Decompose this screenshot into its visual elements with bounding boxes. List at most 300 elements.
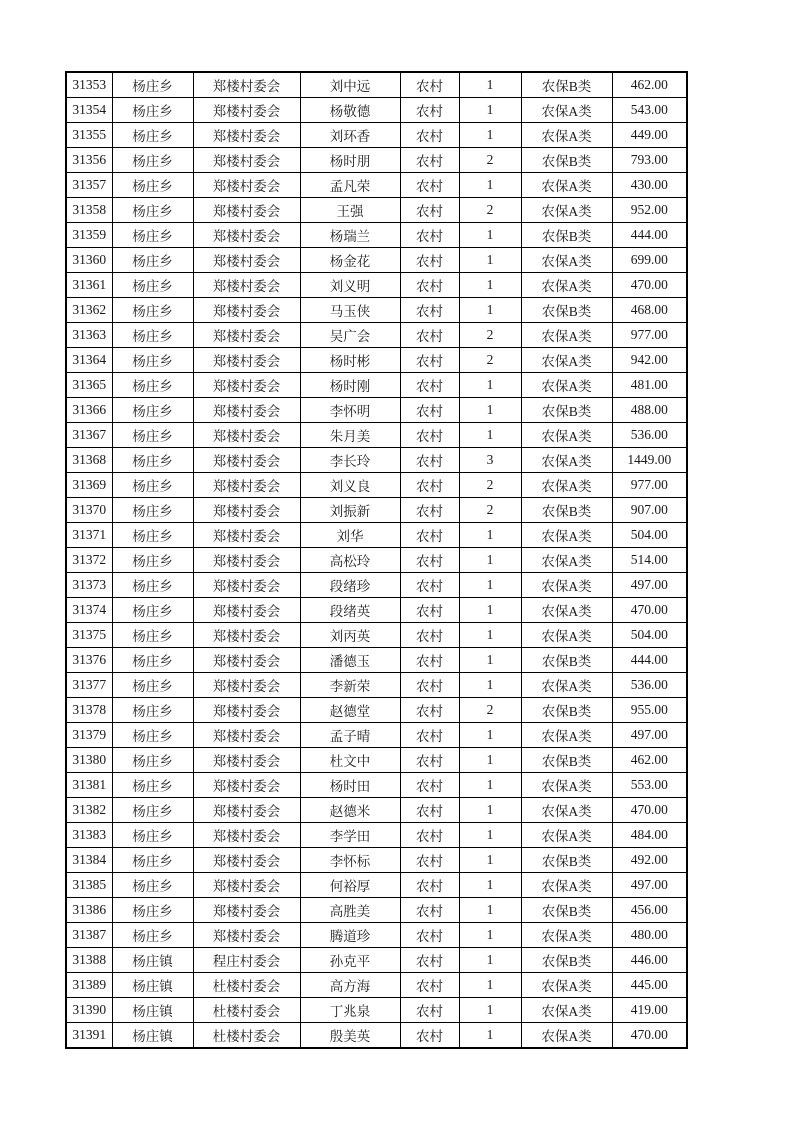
cell-person-count: 1 — [459, 72, 521, 98]
cell-town: 杨庄乡 — [112, 623, 193, 648]
cell-record-id: 31383 — [66, 823, 112, 848]
cell-residence-type: 农村 — [400, 173, 459, 198]
cell-town: 杨庄乡 — [112, 248, 193, 273]
cell-insurance-category: 农保B类 — [521, 398, 612, 423]
cell-village-committee: 郑楼村委会 — [193, 348, 300, 373]
cell-town: 杨庄乡 — [112, 598, 193, 623]
table-row — [66, 648, 687, 673]
cell-insurance-category: 农保A类 — [521, 123, 612, 148]
cell-person-name: 段绪珍 — [300, 573, 400, 598]
cell-residence-type: 农村 — [400, 448, 459, 473]
cell-insurance-category: 农保A类 — [521, 973, 612, 998]
table-row — [66, 823, 687, 848]
table-row — [66, 723, 687, 748]
cell-person-name: 高方海 — [300, 973, 400, 998]
cell-record-id: 31369 — [66, 473, 112, 498]
cell-person-name: 刘华 — [300, 523, 400, 548]
cell-person-count: 1 — [459, 1023, 521, 1049]
cell-amount: 430.00 — [612, 173, 687, 198]
cell-record-id: 31355 — [66, 123, 112, 148]
cell-residence-type: 农村 — [400, 498, 459, 523]
cell-residence-type: 农村 — [400, 923, 459, 948]
cell-insurance-category: 农保A类 — [521, 773, 612, 798]
cell-record-id: 31382 — [66, 798, 112, 823]
cell-amount: 419.00 — [612, 998, 687, 1023]
cell-village-committee: 郑楼村委会 — [193, 448, 300, 473]
cell-amount: 492.00 — [612, 848, 687, 873]
cell-amount: 462.00 — [612, 748, 687, 773]
cell-person-name: 刘中远 — [300, 72, 400, 98]
cell-town: 杨庄乡 — [112, 323, 193, 348]
cell-record-id: 31353 — [66, 72, 112, 98]
records-table-body — [66, 72, 687, 1048]
cell-town: 杨庄乡 — [112, 773, 193, 798]
cell-amount: 977.00 — [612, 473, 687, 498]
cell-town: 杨庄乡 — [112, 548, 193, 573]
table-row — [66, 273, 687, 298]
cell-residence-type: 农村 — [400, 148, 459, 173]
cell-residence-type: 农村 — [400, 623, 459, 648]
table-row — [66, 698, 687, 723]
cell-person-count: 1 — [459, 898, 521, 923]
cell-village-committee: 杜楼村委会 — [193, 973, 300, 998]
cell-person-name: 刘振新 — [300, 498, 400, 523]
cell-insurance-category: 农保B类 — [521, 498, 612, 523]
cell-village-committee: 程庄村委会 — [193, 948, 300, 973]
records-table — [65, 71, 688, 1049]
table-row — [66, 323, 687, 348]
cell-amount: 504.00 — [612, 523, 687, 548]
cell-town: 杨庄乡 — [112, 573, 193, 598]
cell-person-name: 孙克平 — [300, 948, 400, 973]
cell-residence-type: 农村 — [400, 748, 459, 773]
table-row — [66, 973, 687, 998]
table-row — [66, 673, 687, 698]
cell-amount: 536.00 — [612, 423, 687, 448]
cell-insurance-category: 农保A类 — [521, 523, 612, 548]
table-row — [66, 523, 687, 548]
cell-person-count: 1 — [459, 423, 521, 448]
cell-insurance-category: 农保A类 — [521, 723, 612, 748]
cell-village-committee: 郑楼村委会 — [193, 548, 300, 573]
cell-village-committee: 郑楼村委会 — [193, 72, 300, 98]
cell-residence-type: 农村 — [400, 398, 459, 423]
cell-village-committee: 郑楼村委会 — [193, 273, 300, 298]
table-row — [66, 573, 687, 598]
cell-person-name: 刘义良 — [300, 473, 400, 498]
cell-record-id: 31360 — [66, 248, 112, 273]
cell-insurance-category: 农保B类 — [521, 648, 612, 673]
table-row — [66, 948, 687, 973]
cell-record-id: 31390 — [66, 998, 112, 1023]
cell-record-id: 31357 — [66, 173, 112, 198]
cell-person-count: 1 — [459, 723, 521, 748]
cell-person-count: 2 — [459, 323, 521, 348]
table-row — [66, 398, 687, 423]
cell-insurance-category: 农保A类 — [521, 423, 612, 448]
cell-amount: 536.00 — [612, 673, 687, 698]
cell-town: 杨庄乡 — [112, 72, 193, 98]
cell-record-id: 31391 — [66, 1023, 112, 1049]
cell-amount: 449.00 — [612, 123, 687, 148]
cell-village-committee: 郑楼村委会 — [193, 523, 300, 548]
cell-record-id: 31368 — [66, 448, 112, 473]
table-row — [66, 848, 687, 873]
cell-amount: 1449.00 — [612, 448, 687, 473]
cell-record-id: 31362 — [66, 298, 112, 323]
cell-amount: 497.00 — [612, 873, 687, 898]
cell-residence-type: 农村 — [400, 1023, 459, 1049]
cell-town: 杨庄乡 — [112, 748, 193, 773]
cell-village-committee: 郑楼村委会 — [193, 848, 300, 873]
cell-residence-type: 农村 — [400, 548, 459, 573]
cell-town: 杨庄镇 — [112, 948, 193, 973]
cell-amount: 470.00 — [612, 273, 687, 298]
cell-insurance-category: 农保A类 — [521, 273, 612, 298]
cell-person-count: 3 — [459, 448, 521, 473]
cell-person-name: 李新荣 — [300, 673, 400, 698]
cell-residence-type: 农村 — [400, 648, 459, 673]
cell-insurance-category: 农保A类 — [521, 798, 612, 823]
cell-insurance-category: 农保A类 — [521, 823, 612, 848]
cell-village-committee: 郑楼村委会 — [193, 598, 300, 623]
cell-person-count: 1 — [459, 798, 521, 823]
cell-insurance-category: 农保B类 — [521, 898, 612, 923]
cell-amount: 942.00 — [612, 348, 687, 373]
table-row — [66, 373, 687, 398]
cell-record-id: 31373 — [66, 573, 112, 598]
cell-town: 杨庄乡 — [112, 723, 193, 748]
cell-amount: 514.00 — [612, 548, 687, 573]
cell-insurance-category: 农保A类 — [521, 473, 612, 498]
cell-person-name: 吴广会 — [300, 323, 400, 348]
cell-record-id: 31359 — [66, 223, 112, 248]
cell-person-name: 朱月美 — [300, 423, 400, 448]
cell-amount: 488.00 — [612, 398, 687, 423]
cell-person-name: 何裕厚 — [300, 873, 400, 898]
cell-person-name: 杨瑞兰 — [300, 223, 400, 248]
cell-town: 杨庄乡 — [112, 448, 193, 473]
cell-person-count: 1 — [459, 648, 521, 673]
cell-residence-type: 农村 — [400, 723, 459, 748]
cell-amount: 445.00 — [612, 973, 687, 998]
cell-record-id: 31386 — [66, 898, 112, 923]
cell-residence-type: 农村 — [400, 423, 459, 448]
cell-residence-type: 农村 — [400, 773, 459, 798]
cell-town: 杨庄乡 — [112, 873, 193, 898]
cell-town: 杨庄乡 — [112, 848, 193, 873]
table-row — [66, 623, 687, 648]
cell-village-committee: 郑楼村委会 — [193, 723, 300, 748]
cell-record-id: 31358 — [66, 198, 112, 223]
cell-person-count: 2 — [459, 473, 521, 498]
cell-town: 杨庄乡 — [112, 923, 193, 948]
cell-person-count: 1 — [459, 398, 521, 423]
cell-record-id: 31389 — [66, 973, 112, 998]
cell-person-count: 2 — [459, 348, 521, 373]
cell-residence-type: 农村 — [400, 72, 459, 98]
cell-village-committee: 郑楼村委会 — [193, 698, 300, 723]
cell-residence-type: 农村 — [400, 673, 459, 698]
cell-amount: 497.00 — [612, 723, 687, 748]
cell-residence-type: 农村 — [400, 573, 459, 598]
cell-village-committee: 杜楼村委会 — [193, 1023, 300, 1049]
cell-person-count: 1 — [459, 748, 521, 773]
cell-person-count: 1 — [459, 873, 521, 898]
cell-amount: 480.00 — [612, 923, 687, 948]
cell-person-count: 1 — [459, 523, 521, 548]
cell-person-count: 1 — [459, 823, 521, 848]
cell-residence-type: 农村 — [400, 523, 459, 548]
cell-residence-type: 农村 — [400, 98, 459, 123]
table-row — [66, 548, 687, 573]
table-row — [66, 448, 687, 473]
cell-insurance-category: 农保A类 — [521, 923, 612, 948]
cell-village-committee: 郑楼村委会 — [193, 398, 300, 423]
cell-town: 杨庄镇 — [112, 973, 193, 998]
cell-insurance-category: 农保A类 — [521, 198, 612, 223]
cell-residence-type: 农村 — [400, 848, 459, 873]
cell-person-count: 1 — [459, 948, 521, 973]
cell-town: 杨庄乡 — [112, 123, 193, 148]
table-row — [66, 173, 687, 198]
cell-insurance-category: 农保A类 — [521, 598, 612, 623]
cell-person-name: 腾道珍 — [300, 923, 400, 948]
cell-residence-type: 农村 — [400, 973, 459, 998]
cell-record-id: 31364 — [66, 348, 112, 373]
cell-person-name: 潘德玉 — [300, 648, 400, 673]
cell-insurance-category: 农保A类 — [521, 248, 612, 273]
cell-person-name: 孟凡荣 — [300, 173, 400, 198]
cell-record-id: 31378 — [66, 698, 112, 723]
cell-village-committee: 郑楼村委会 — [193, 673, 300, 698]
cell-residence-type: 农村 — [400, 823, 459, 848]
cell-record-id: 31366 — [66, 398, 112, 423]
cell-town: 杨庄乡 — [112, 423, 193, 448]
cell-residence-type: 农村 — [400, 898, 459, 923]
cell-insurance-category: 农保B类 — [521, 948, 612, 973]
cell-amount: 907.00 — [612, 498, 687, 523]
cell-record-id: 31372 — [66, 548, 112, 573]
cell-amount: 444.00 — [612, 648, 687, 673]
cell-person-name: 刘环香 — [300, 123, 400, 148]
cell-person-count: 1 — [459, 923, 521, 948]
cell-insurance-category: 农保A类 — [521, 323, 612, 348]
cell-town: 杨庄乡 — [112, 473, 193, 498]
cell-village-committee: 郑楼村委会 — [193, 923, 300, 948]
table-row — [66, 998, 687, 1023]
cell-amount: 699.00 — [612, 248, 687, 273]
cell-town: 杨庄乡 — [112, 373, 193, 398]
cell-village-committee: 郑楼村委会 — [193, 823, 300, 848]
cell-person-name: 杨时彬 — [300, 348, 400, 373]
cell-village-committee: 郑楼村委会 — [193, 623, 300, 648]
cell-person-name: 杜文中 — [300, 748, 400, 773]
cell-village-committee: 郑楼村委会 — [193, 573, 300, 598]
table-row — [66, 423, 687, 448]
cell-record-id: 31381 — [66, 773, 112, 798]
cell-village-committee: 郑楼村委会 — [193, 898, 300, 923]
cell-person-count: 2 — [459, 698, 521, 723]
cell-amount: 481.00 — [612, 373, 687, 398]
cell-residence-type: 农村 — [400, 123, 459, 148]
cell-residence-type: 农村 — [400, 348, 459, 373]
cell-person-count: 1 — [459, 248, 521, 273]
cell-town: 杨庄乡 — [112, 398, 193, 423]
cell-person-name: 杨时田 — [300, 773, 400, 798]
cell-insurance-category: 农保B类 — [521, 848, 612, 873]
cell-record-id: 31379 — [66, 723, 112, 748]
cell-village-committee: 郑楼村委会 — [193, 323, 300, 348]
cell-town: 杨庄乡 — [112, 498, 193, 523]
cell-insurance-category: 农保A类 — [521, 998, 612, 1023]
cell-record-id: 31380 — [66, 748, 112, 773]
table-row — [66, 598, 687, 623]
cell-person-count: 2 — [459, 198, 521, 223]
cell-amount: 484.00 — [612, 823, 687, 848]
cell-amount: 446.00 — [612, 948, 687, 973]
cell-person-count: 1 — [459, 373, 521, 398]
table-row — [66, 498, 687, 523]
cell-village-committee: 杜楼村委会 — [193, 998, 300, 1023]
cell-person-name: 丁兆泉 — [300, 998, 400, 1023]
cell-person-count: 1 — [459, 98, 521, 123]
cell-record-id: 31387 — [66, 923, 112, 948]
cell-town: 杨庄乡 — [112, 798, 193, 823]
cell-amount: 444.00 — [612, 223, 687, 248]
cell-insurance-category: 农保B类 — [521, 223, 612, 248]
cell-person-count: 1 — [459, 673, 521, 698]
cell-amount: 497.00 — [612, 573, 687, 598]
cell-person-name: 刘丙英 — [300, 623, 400, 648]
cell-record-id: 31354 — [66, 98, 112, 123]
cell-residence-type: 农村 — [400, 248, 459, 273]
cell-amount: 470.00 — [612, 598, 687, 623]
cell-town: 杨庄乡 — [112, 98, 193, 123]
cell-person-name: 高松玲 — [300, 548, 400, 573]
cell-amount: 470.00 — [612, 798, 687, 823]
cell-residence-type: 农村 — [400, 298, 459, 323]
cell-insurance-category: 农保A类 — [521, 573, 612, 598]
cell-residence-type: 农村 — [400, 998, 459, 1023]
cell-record-id: 31361 — [66, 273, 112, 298]
cell-town: 杨庄镇 — [112, 998, 193, 1023]
cell-insurance-category: 农保A类 — [521, 1023, 612, 1049]
cell-insurance-category: 农保A类 — [521, 448, 612, 473]
cell-record-id: 31356 — [66, 148, 112, 173]
table-row — [66, 123, 687, 148]
cell-amount: 470.00 — [612, 1023, 687, 1049]
table-row — [66, 298, 687, 323]
table-row — [66, 148, 687, 173]
cell-insurance-category: 农保A类 — [521, 98, 612, 123]
table-row — [66, 198, 687, 223]
cell-residence-type: 农村 — [400, 223, 459, 248]
cell-village-committee: 郑楼村委会 — [193, 248, 300, 273]
cell-person-name: 李学田 — [300, 823, 400, 848]
cell-amount: 553.00 — [612, 773, 687, 798]
cell-insurance-category: 农保A类 — [521, 673, 612, 698]
cell-village-committee: 郑楼村委会 — [193, 498, 300, 523]
cell-residence-type: 农村 — [400, 873, 459, 898]
cell-person-name: 李长玲 — [300, 448, 400, 473]
cell-village-committee: 郑楼村委会 — [193, 748, 300, 773]
cell-residence-type: 农村 — [400, 948, 459, 973]
cell-person-name: 孟子晴 — [300, 723, 400, 748]
cell-insurance-category: 农保A类 — [521, 623, 612, 648]
cell-record-id: 31371 — [66, 523, 112, 548]
cell-town: 杨庄乡 — [112, 298, 193, 323]
cell-person-name: 杨敬德 — [300, 98, 400, 123]
cell-person-name: 刘义明 — [300, 273, 400, 298]
cell-insurance-category: 农保B类 — [521, 72, 612, 98]
table-row — [66, 748, 687, 773]
cell-person-name: 李怀明 — [300, 398, 400, 423]
cell-insurance-category: 农保B类 — [521, 148, 612, 173]
cell-village-committee: 郑楼村委会 — [193, 648, 300, 673]
cell-village-committee: 郑楼村委会 — [193, 173, 300, 198]
cell-village-committee: 郑楼村委会 — [193, 123, 300, 148]
cell-town: 杨庄乡 — [112, 223, 193, 248]
cell-record-id: 31375 — [66, 623, 112, 648]
cell-insurance-category: 农保A类 — [521, 548, 612, 573]
cell-insurance-category: 农保B类 — [521, 698, 612, 723]
cell-person-count: 1 — [459, 573, 521, 598]
cell-village-committee: 郑楼村委会 — [193, 873, 300, 898]
cell-person-count: 1 — [459, 273, 521, 298]
table-row — [66, 1023, 687, 1049]
table-row — [66, 898, 687, 923]
cell-person-name: 段绪英 — [300, 598, 400, 623]
cell-village-committee: 郑楼村委会 — [193, 298, 300, 323]
cell-record-id: 31365 — [66, 373, 112, 398]
cell-town: 杨庄乡 — [112, 173, 193, 198]
cell-person-name: 马玉侠 — [300, 298, 400, 323]
cell-person-count: 1 — [459, 848, 521, 873]
cell-person-count: 2 — [459, 498, 521, 523]
cell-insurance-category: 农保A类 — [521, 348, 612, 373]
cell-person-name: 李怀标 — [300, 848, 400, 873]
cell-village-committee: 郑楼村委会 — [193, 373, 300, 398]
cell-amount: 543.00 — [612, 98, 687, 123]
cell-person-name: 杨金花 — [300, 248, 400, 273]
cell-person-name: 高胜美 — [300, 898, 400, 923]
cell-residence-type: 农村 — [400, 198, 459, 223]
cell-town: 杨庄镇 — [112, 1023, 193, 1049]
cell-town: 杨庄乡 — [112, 198, 193, 223]
cell-village-committee: 郑楼村委会 — [193, 198, 300, 223]
cell-town: 杨庄乡 — [112, 648, 193, 673]
cell-person-count: 1 — [459, 123, 521, 148]
cell-amount: 793.00 — [612, 148, 687, 173]
cell-record-id: 31388 — [66, 948, 112, 973]
cell-village-committee: 郑楼村委会 — [193, 223, 300, 248]
cell-amount: 955.00 — [612, 698, 687, 723]
cell-record-id: 31363 — [66, 323, 112, 348]
cell-amount: 456.00 — [612, 898, 687, 923]
cell-person-count: 1 — [459, 973, 521, 998]
cell-village-committee: 郑楼村委会 — [193, 773, 300, 798]
cell-amount: 468.00 — [612, 298, 687, 323]
cell-person-name: 杨时刚 — [300, 373, 400, 398]
cell-person-name: 王强 — [300, 198, 400, 223]
cell-record-id: 31377 — [66, 673, 112, 698]
cell-residence-type: 农村 — [400, 698, 459, 723]
table-row — [66, 98, 687, 123]
cell-village-committee: 郑楼村委会 — [193, 98, 300, 123]
table-row — [66, 923, 687, 948]
table-row — [66, 248, 687, 273]
